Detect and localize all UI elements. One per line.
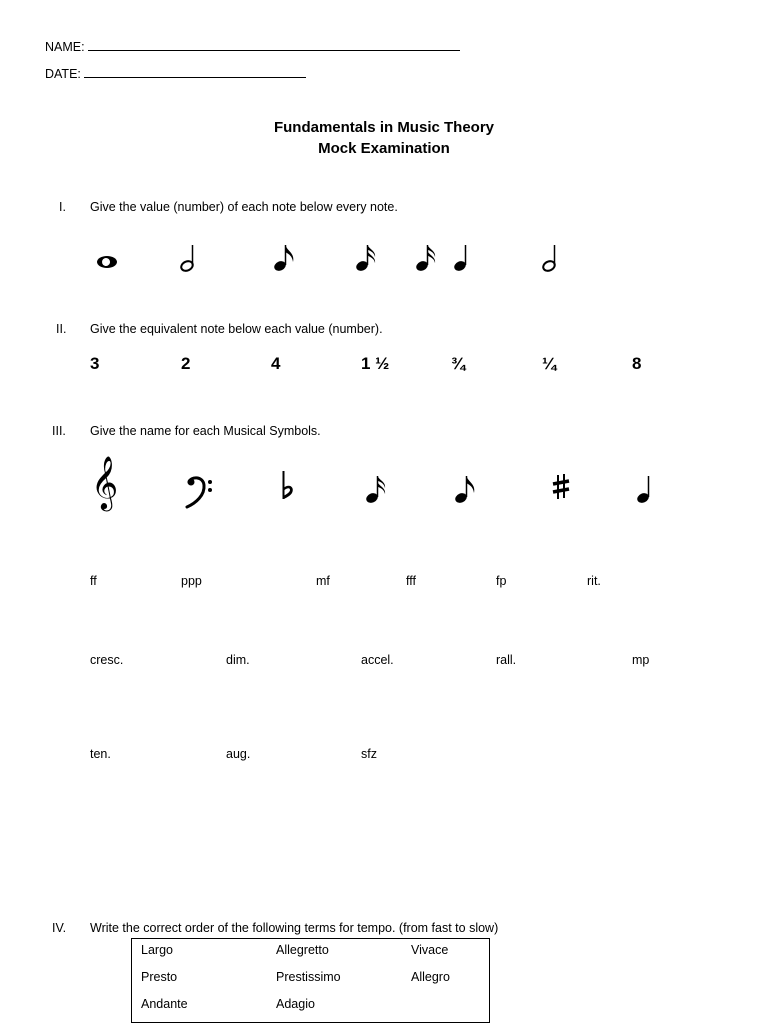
symbol-term: aug. (226, 747, 251, 761)
tempo-term: Vivace (411, 943, 449, 957)
symbol-term: ff (90, 574, 97, 588)
section-1-numeral: I. (59, 200, 66, 214)
half-note-icon (542, 243, 560, 273)
symbol-term: fp (496, 574, 507, 588)
tempo-term: Prestissimo (276, 970, 341, 984)
quarter-note-icon (453, 243, 471, 273)
value-item: 8 (632, 354, 642, 373)
symbol-term: rit. (587, 574, 601, 588)
section-4-instruction: Write the correct order of the following terms for tempo. (from fast to slow) (90, 921, 499, 935)
symbol-term: mp (632, 653, 650, 667)
value-item: 2 (181, 354, 191, 373)
symbol-term: accel. (361, 653, 394, 667)
date-blank-line[interactable] (84, 65, 306, 78)
name-field (45, 38, 460, 54)
treble-clef-icon: 𝄞 (91, 455, 119, 509)
section-2-numeral: II. (56, 322, 67, 336)
section-1-instruction: Give the value (number) of each note below every note. (90, 200, 398, 214)
page-subtitle: Mock Examination (318, 140, 450, 157)
value-item: 1 ½ (361, 354, 390, 373)
symbol-term: ten. (90, 747, 111, 761)
tempo-term: Presto (141, 970, 178, 984)
value-item: 3 (90, 354, 100, 373)
section-3-instruction: Give the name for each Musical Symbols. (90, 424, 321, 438)
tempo-term: Allegro (411, 970, 450, 984)
symbol-term: cresc. (90, 653, 124, 667)
value-item: ¼ (542, 354, 557, 373)
section-3-numeral: III. (52, 424, 66, 438)
sixteenth-note-icon (365, 473, 389, 505)
tempo-term: Allegretto (276, 943, 329, 957)
symbol-term: fff (406, 574, 416, 588)
quarter-note-icon (636, 473, 654, 505)
name-blank-line[interactable] (88, 38, 460, 51)
value-item: ¾ (451, 354, 466, 373)
eighth-note-icon (273, 243, 297, 273)
value-item: 4 (271, 354, 281, 373)
half-note-icon (180, 243, 198, 273)
flat-icon (281, 470, 297, 502)
symbol-term: mf (316, 574, 330, 588)
page-title: Fundamentals in Music Theory (273, 119, 495, 136)
whole-note-icon (95, 254, 119, 270)
eighth-note-icon (454, 473, 478, 505)
symbol-term: sfz (361, 747, 377, 761)
date-field (45, 65, 306, 81)
tempo-term: Andante (141, 997, 188, 1011)
symbol-term: rall. (496, 653, 517, 667)
sixteenth-note-icon (415, 243, 439, 273)
sixteenth-note-icon (355, 243, 379, 273)
tempo-term: Largo (141, 943, 173, 957)
section-2-instruction: Give the equivalent note below each value (number). (90, 322, 383, 336)
date-label: DATE: (45, 67, 81, 81)
tempo-term: Adagio (276, 997, 315, 1011)
section-4-numeral: IV. (52, 921, 67, 935)
symbol-term: ppp (181, 574, 202, 588)
symbol-term: dim. (226, 653, 250, 667)
tempo-terms-box (131, 938, 490, 1023)
name-label: NAME: (45, 40, 85, 54)
bass-clef-icon (185, 476, 215, 510)
sharp-icon (551, 474, 571, 500)
